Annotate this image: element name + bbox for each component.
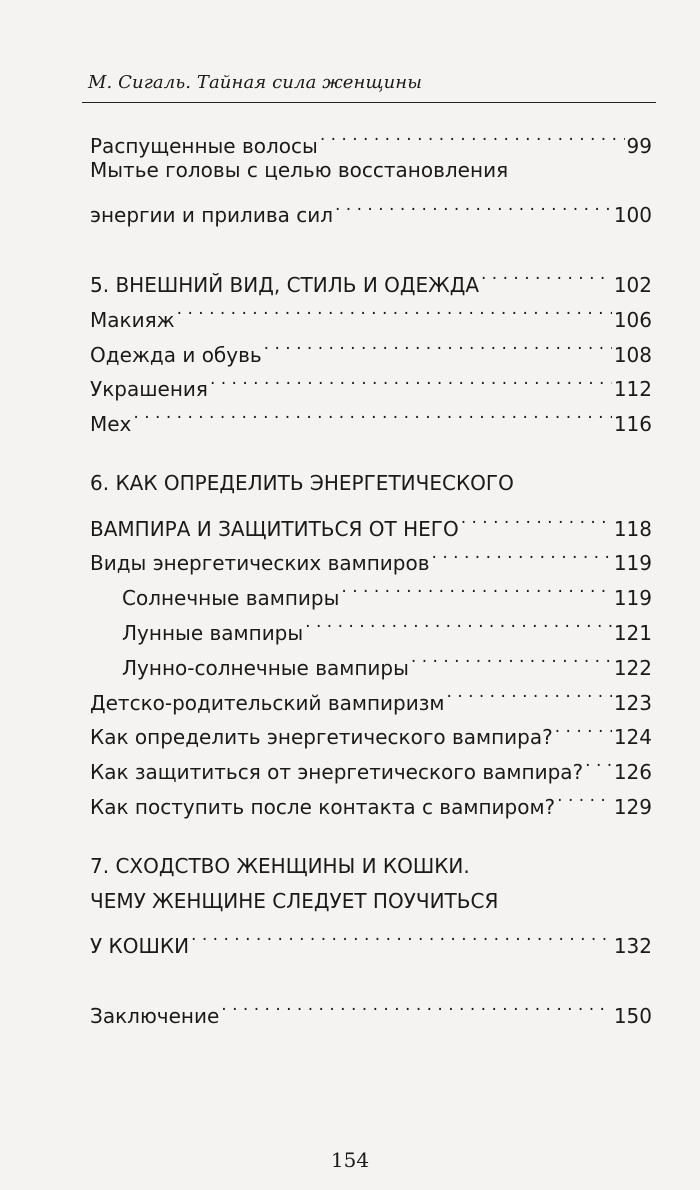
toc-entry-page: 112 <box>613 377 652 402</box>
toc-entry-title: Распущенные волосы <box>90 133 318 158</box>
toc-entry-title: Украшения <box>90 377 208 402</box>
toc-entry-page: 124 <box>613 725 652 750</box>
toc-chapter-line <box>90 849 652 884</box>
toc-entry-title: Как определить энергетического вампира? <box>90 725 553 750</box>
toc-chapter-title: ВАМПИРА И ЗАЩИТИТЬСЯ ОТ НЕГО <box>90 516 459 541</box>
toc-entry-title: Мех <box>90 412 132 437</box>
toc-chapter-title: 6. КАК ОПРЕДЕЛИТЬ ЭНЕРГЕТИЧЕСКОГО <box>90 470 514 495</box>
toc-entry-title: Как защититься от энергетического вампира? <box>90 760 584 785</box>
toc-entry-page: 116 <box>613 412 652 437</box>
toc-entry <box>90 118 652 158</box>
toc-entry-title: Солнечные вампиры <box>122 586 340 611</box>
toc-entry-page: 118 <box>613 516 652 541</box>
toc-entry-page: 121 <box>613 620 652 645</box>
dot-leader <box>191 918 612 953</box>
toc-entry <box>90 988 652 1028</box>
toc-chapter-title: ЧЕМУ ЖЕНЩИНЕ СЛЕДУЕТ ПОУЧИТЬСЯ <box>90 888 499 913</box>
toc-chapter <box>90 501 652 541</box>
dot-leader <box>264 327 612 362</box>
toc-entry-title: Детско-родительский вампиризм <box>90 690 445 715</box>
toc-chapter-line <box>90 884 652 919</box>
toc-entry-title: Макияж <box>90 307 175 332</box>
header-rule <box>82 102 656 103</box>
dot-leader <box>446 675 611 710</box>
dot-leader <box>461 501 612 536</box>
toc-entry-title: Как поступить после контакта с вампиром? <box>90 794 556 819</box>
toc-chapter-title: У КОШКИ <box>90 934 190 959</box>
toc-entry-title: Мытье головы с целью восстановления <box>90 157 509 182</box>
dot-leader <box>221 988 612 1023</box>
dot-leader <box>341 570 611 605</box>
toc-entry-title: Заключение <box>90 1003 220 1028</box>
toc-entry-page: 99 <box>626 133 652 158</box>
toc-entry-line <box>90 153 652 188</box>
toc-entry-page: 122 <box>613 655 652 680</box>
toc-entry <box>90 188 652 228</box>
toc-chapter-line <box>90 466 652 501</box>
dot-leader <box>133 396 611 431</box>
toc-entry-title: Лунно-солнечные вампиры <box>122 655 409 680</box>
dot-leader <box>481 257 612 292</box>
toc-chapter-title: 5. ВНЕШНИЙ ВИД, СТИЛЬ И ОДЕЖДА <box>90 272 479 297</box>
toc-entry-page: 100 <box>613 203 652 228</box>
toc-entry-page: 126 <box>613 760 652 785</box>
dot-leader <box>585 744 612 779</box>
dot-leader <box>320 118 625 153</box>
table-of-contents <box>90 118 652 1028</box>
toc-chapter-title: 7. СХОДСТВО ЖЕНЩИНЫ И КОШКИ. <box>90 853 470 878</box>
dot-leader <box>177 292 612 327</box>
dot-leader <box>555 710 612 745</box>
dot-leader <box>411 640 612 675</box>
toc-entry-page: 108 <box>613 342 652 367</box>
toc-entry-title: Одежда и обувь <box>90 342 262 367</box>
toc-entry-title: Виды энергетических вампиров <box>90 551 430 576</box>
toc-entry-title: энергии и прилива сил <box>90 203 333 228</box>
toc-entry-page: 106 <box>613 307 652 332</box>
section-gap <box>90 431 652 466</box>
dot-leader <box>557 779 612 814</box>
toc-entry-page: 102 <box>613 272 652 297</box>
toc-entry-title: Лунные вампиры <box>122 620 304 645</box>
toc-entry-page: 123 <box>613 690 652 715</box>
dot-leader <box>335 188 612 223</box>
dot-leader <box>432 536 612 571</box>
toc-entry-page: 119 <box>613 586 652 611</box>
toc-entry-page: 132 <box>613 934 652 959</box>
page-number: 154 <box>330 1148 370 1172</box>
running-head: М. Сигаль. Тайная сила женщины <box>88 72 423 93</box>
toc-chapter <box>90 257 652 297</box>
toc-chapter <box>90 918 652 959</box>
dot-leader <box>305 605 612 640</box>
toc-entry-page: 129 <box>613 794 652 819</box>
toc-entry-page: 119 <box>613 551 652 576</box>
toc-entry <box>90 396 652 437</box>
toc-entry-page: 150 <box>613 1003 652 1028</box>
dot-leader <box>210 362 612 397</box>
